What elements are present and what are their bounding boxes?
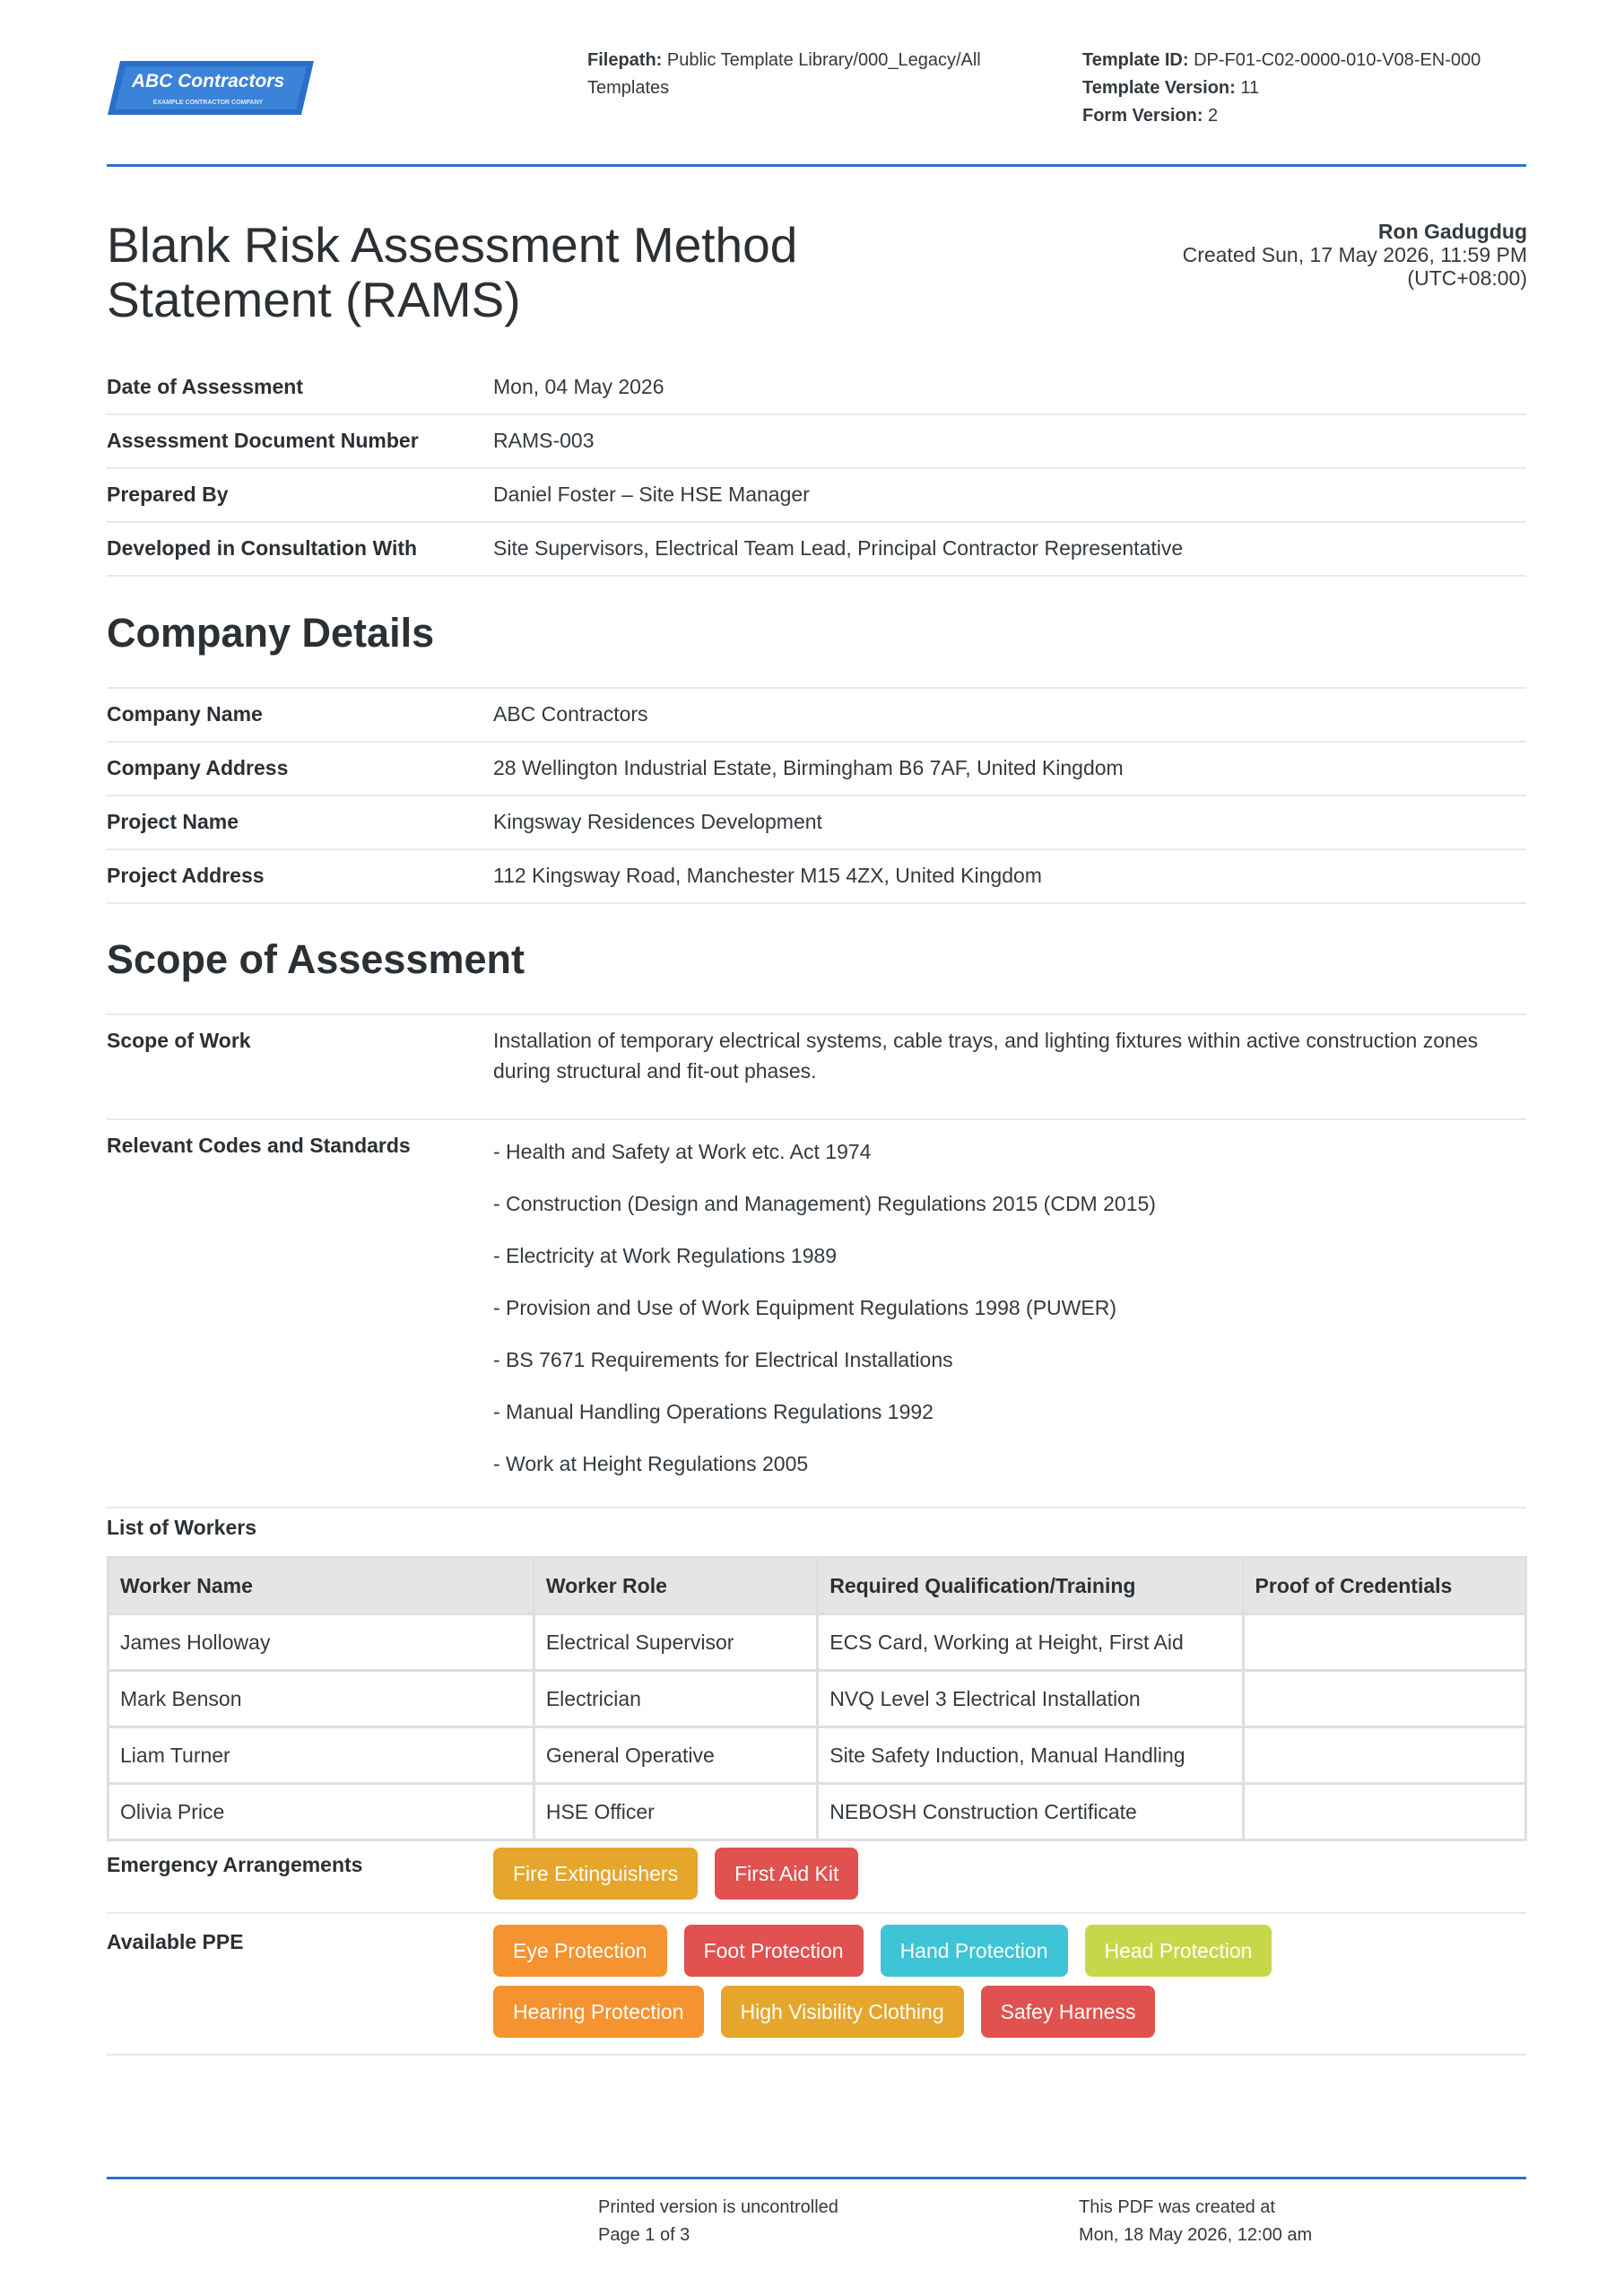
uncontrolled-note: Printed version is uncontrolled (598, 2197, 838, 2217)
table-cell (1243, 1614, 1525, 1671)
emergency-pills (493, 1848, 1480, 1909)
logo-name: ABC Contractors (131, 71, 285, 91)
table-cell: Site Safety Induction, Manual Handling (818, 1727, 1243, 1784)
ppe-pill: Eye Protection (493, 1925, 667, 1977)
table-row (109, 1614, 1526, 1671)
table-header-row (109, 1558, 1526, 1614)
code-item: - Electricity at Work Regulations 1989 (493, 1244, 838, 1267)
company-logo (108, 59, 314, 117)
field-value: Mon, 04 May 2026 (493, 375, 664, 398)
code-item: - Health and Safety at Work etc. Act 1974 (493, 1140, 872, 1163)
ppe-pill: Foot Protection (684, 1925, 864, 1977)
author-block (989, 220, 1527, 290)
pdf-created-label: This PDF was created at (1079, 2197, 1275, 2217)
field-label: Project Name (107, 810, 239, 833)
code-item: - BS 7671 Requirements for Electrical Installations (493, 1348, 953, 1371)
author-name: Ron Gadugdug (1377, 220, 1527, 243)
workers-label: List of Workers (107, 1516, 256, 1539)
table-row (109, 1727, 1526, 1784)
pdf-created-date: Mon, 18 May 2026, 12:00 am (1079, 2225, 1313, 2245)
template-version-label: Template Version: (1082, 78, 1236, 98)
document-title: Blank Risk Assessment Method Statement (RAMS) (107, 217, 798, 327)
ppe-pill: Head Protection (1085, 1925, 1272, 1977)
code-item: - Work at Height Regulations 2005 (493, 1452, 809, 1475)
field-value: ABC Contractors (493, 702, 648, 726)
field-label: Prepared By (107, 483, 229, 506)
footer-divider (107, 2177, 1526, 2179)
scope-heading: Scope of Assessment (107, 936, 525, 982)
field-value: RAMS-003 (493, 429, 595, 452)
page-number: Page 1 of 3 (598, 2225, 690, 2245)
column-header: Required Qualification/Training (818, 1558, 1243, 1614)
company-details-heading: Company Details (107, 610, 435, 656)
scope-row (107, 1025, 1526, 1120)
field-row (107, 860, 1526, 904)
ppe-row (107, 1926, 1526, 2056)
created-timezone: (UTC+08:00) (1407, 266, 1527, 290)
divider (107, 687, 1526, 689)
field-row (107, 533, 1526, 577)
ppe-pill: Hand Protection (881, 1925, 1068, 1977)
scope-label: Scope of Work (107, 1029, 251, 1052)
field-row (107, 479, 1526, 523)
template-id-value: DP-F01-C02-0000-010-V08-EN-000 (1194, 50, 1481, 70)
field-value: Daniel Foster – Site HSE Manager (493, 483, 810, 506)
codes-list (493, 1126, 1156, 1490)
column-header: Worker Name (109, 1558, 534, 1614)
column-header: Proof of Credentials (1243, 1558, 1525, 1614)
field-value: Site Supervisors, Electrical Team Lead, Principal Contractor Representative (493, 536, 1184, 560)
table-cell: Electrician (534, 1671, 817, 1727)
ppe-label: Available PPE (107, 1930, 244, 1953)
code-item: - Provision and Use of Work Equipment Regulations 1998 (PUWER) (493, 1296, 1116, 1319)
created-date: Created Sun, 17 May 2026, 11:59 PM (1182, 243, 1527, 266)
table-cell: Olivia Price (109, 1784, 534, 1840)
table-cell: Mark Benson (109, 1671, 534, 1727)
filepath-label: Filepath: (587, 50, 663, 70)
field-label: Date of Assessment (107, 375, 304, 398)
field-value: Kingsway Residences Development (493, 810, 822, 833)
field-label: Developed in Consultation With (107, 536, 418, 560)
ppe-pill: Hearing Protection (493, 1986, 704, 2038)
ppe-pill: Safey Harness (981, 1986, 1156, 2038)
emergency-pill: First Aid Kit (715, 1848, 858, 1900)
table-cell: NVQ Level 3 Electrical Installation (818, 1671, 1243, 1727)
logo-tagline: EXAMPLE CONTRACTOR COMPANY (152, 100, 264, 106)
field-value: 112 Kingsway Road, Manchester M15 4ZX, United Kingdom (493, 864, 1042, 887)
field-row (107, 371, 1526, 415)
footer-right (1079, 2194, 1312, 2249)
emergency-label: Emergency Arrangements (107, 1853, 363, 1876)
divider (107, 1013, 1526, 1015)
table-cell: Liam Turner (109, 1727, 534, 1784)
field-row (107, 425, 1526, 469)
code-item: - Construction (Design and Management) Regulations 2015 (CDM 2015) (493, 1192, 1156, 1215)
table-cell (1243, 1727, 1525, 1784)
footer-left (598, 2194, 838, 2249)
template-id-label: Template ID: (1082, 50, 1189, 70)
codes-label: Relevant Codes and Standards (107, 1134, 411, 1157)
emergency-row (107, 1849, 1526, 1914)
table-cell (1243, 1671, 1525, 1727)
template-meta (1082, 47, 1531, 130)
ppe-pill: High Visibility Clothing (721, 1986, 964, 2038)
table-cell: James Holloway (109, 1614, 534, 1671)
workers-table (107, 1556, 1527, 1841)
table-cell: ECS Card, Working at Height, First Aid (818, 1614, 1243, 1671)
form-version-value: 2 (1208, 106, 1219, 126)
filepath-value: Public Template Library/000_Legacy/All Templates (587, 50, 981, 98)
scope-value: Installation of temporary electrical systems, cable trays, and lighting fixtures within active construction zones during structural and fit-out phases. (493, 1029, 1479, 1083)
table-row (109, 1784, 1526, 1840)
field-row (107, 699, 1526, 743)
table-cell: Electrical Supervisor (534, 1614, 817, 1671)
table-row (109, 1671, 1526, 1727)
table-cell: NEBOSH Construction Certificate (818, 1784, 1243, 1840)
code-item: - Manual Handling Operations Regulations 1992 (493, 1400, 934, 1423)
field-label: Company Address (107, 756, 289, 779)
field-label: Project Address (107, 864, 265, 887)
emergency-pill: Fire Extinguishers (493, 1848, 698, 1900)
field-row (107, 806, 1526, 850)
column-header: Worker Role (534, 1558, 817, 1614)
field-label: Company Name (107, 702, 263, 726)
filepath-meta (587, 47, 1036, 102)
field-label: Assessment Document Number (107, 429, 419, 452)
table-cell (1243, 1784, 1525, 1840)
ppe-pills (493, 1925, 1480, 2047)
form-version-label: Form Version: (1082, 106, 1203, 126)
table-cell: HSE Officer (534, 1784, 817, 1840)
field-value: 28 Wellington Industrial Estate, Birmingham B6 7AF, United Kingdom (493, 756, 1124, 779)
template-version-value: 11 (1240, 78, 1260, 98)
table-cell: General Operative (534, 1727, 817, 1784)
field-row (107, 752, 1526, 796)
